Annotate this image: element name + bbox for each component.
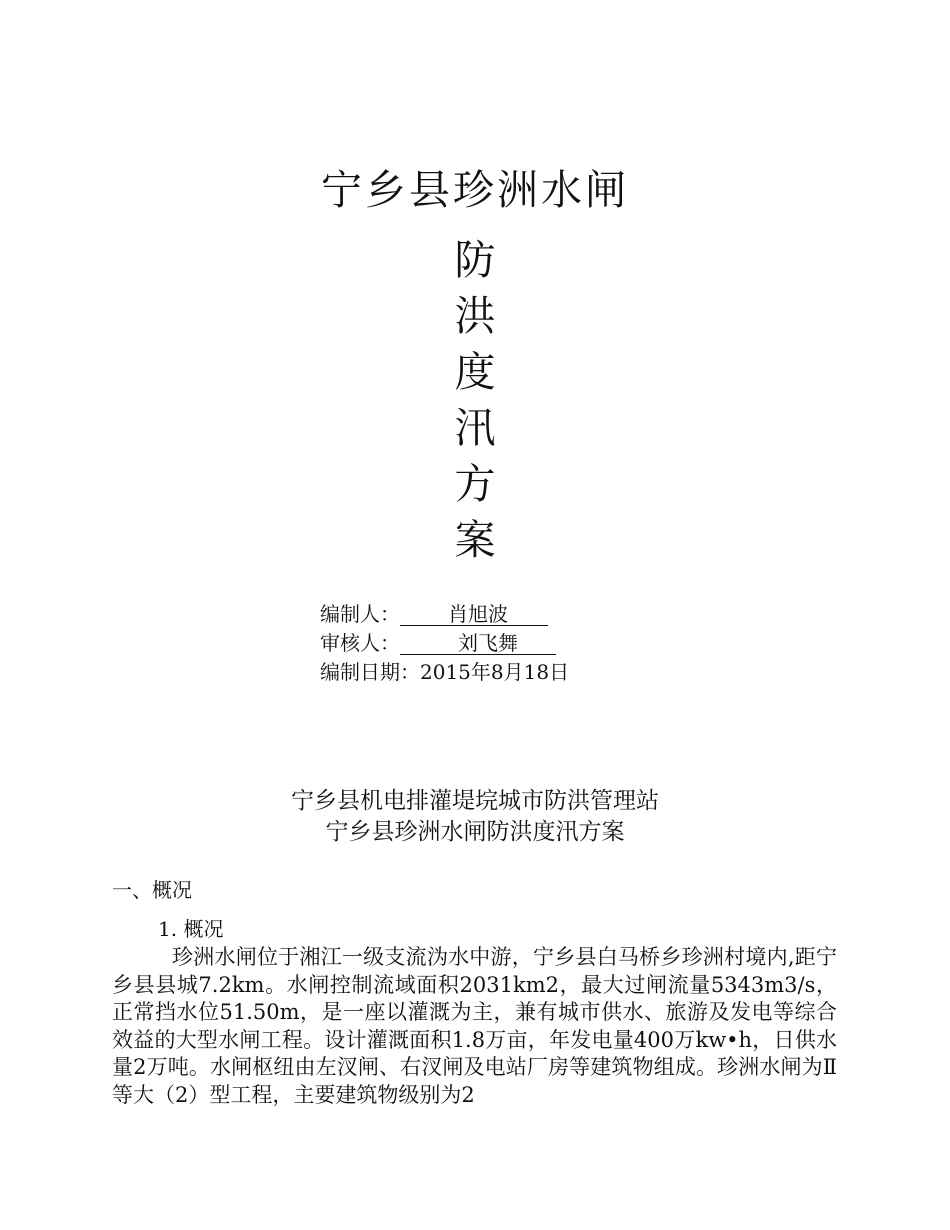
date-row <box>320 658 569 687</box>
compiler-row <box>320 600 569 629</box>
reviewer-row <box>320 629 569 658</box>
date-label: 编制日期： <box>320 660 420 684</box>
reviewer-label: 审核人： <box>320 631 400 655</box>
org-name: 宁乡县机电排灌堤垸城市防洪管理站 <box>291 788 659 814</box>
section-heading: 一、概况 <box>112 878 192 902</box>
date-value: 2015年8月18日 <box>420 660 570 684</box>
cover-meta-block <box>320 600 569 687</box>
compiler-label: 编制人： <box>320 602 400 626</box>
reviewer-name: 刘飞舞 <box>400 632 556 655</box>
cover-vertical-title <box>445 232 505 568</box>
body-paragraph: 珍洲水闸位于湘江一级支流沩水中游，宁乡县白马桥乡珍洲村境内,距宁乡县县城7.2km。水闸控制流域面积2031km2，最大过闸流量5343m3/s，正常挡水位51.50m，是一座以灌溉为主，兼有城市供水、旅游及发电等综合效益的大型水闸工程。设计灌溉面积1.8万亩，年发电量400万kw•h，日供水量2万吨。水闸枢纽由左汊闸、右汊闸及电站厂房等建筑物组成。珍洲水闸为Ⅱ等大（2）型工程，主要建筑物级别为2 <box>112 945 837 1107</box>
vertical-title-char: 防 <box>454 236 496 284</box>
vertical-title-char: 洪 <box>454 292 496 340</box>
vertical-title-char: 汛 <box>454 404 496 452</box>
vertical-title-char: 方 <box>454 460 496 508</box>
vertical-title-char: 案 <box>454 516 496 564</box>
compiler-name: 肖旭波 <box>400 603 548 626</box>
document-header <box>0 786 950 848</box>
cover-main-title: 宁乡县珍洲水闸 <box>321 166 629 215</box>
sub-heading: 1. 概况 <box>158 917 224 941</box>
document-title: 宁乡县珍洲水闸防洪度汛方案 <box>325 819 625 845</box>
vertical-title-char: 度 <box>454 348 496 396</box>
